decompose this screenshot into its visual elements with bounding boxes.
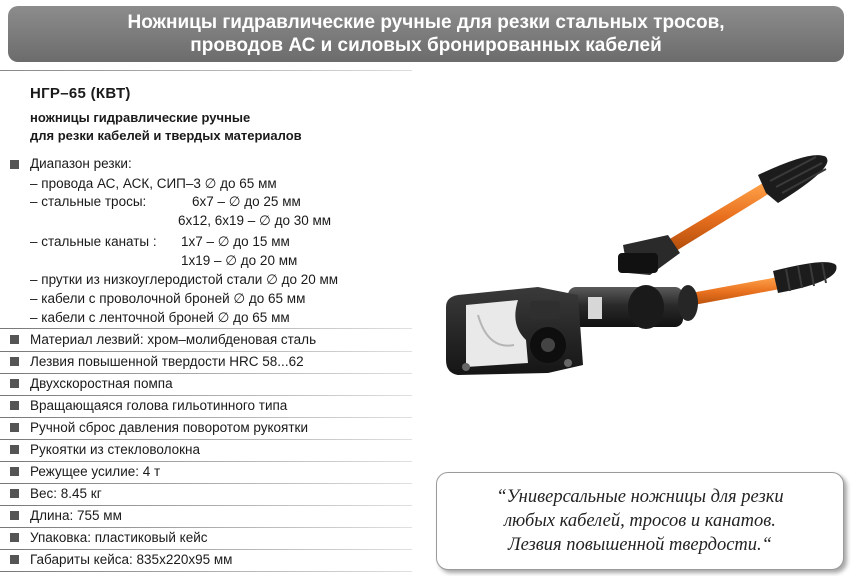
feature-text: Материал лезвий: хром–молибденовая сталь — [30, 332, 317, 347]
hydraulic-cutter-image — [418, 135, 848, 420]
feature-item — [0, 329, 412, 351]
header-title-line2: проводов АС и силовых бронированных кабелей — [190, 35, 662, 56]
bullet-square-icon — [10, 401, 19, 410]
feature-text: Длина: 755 мм — [30, 508, 122, 523]
bullet-square-icon — [10, 160, 19, 169]
product-subtitle-line1: ножницы гидравлические ручные — [30, 110, 251, 125]
feature-text: Габариты кейса: 835х220х95 мм — [30, 552, 233, 567]
feature-text: Ручной сброс давления поворотом рукоятки — [30, 420, 308, 435]
range-line: 1х19 – ∅ до 20 мм — [181, 253, 298, 268]
bullet-square-icon — [10, 555, 19, 564]
cutting-head — [446, 287, 583, 375]
feature-text: Режущее усилие: 4 т — [30, 464, 161, 479]
range-line: – стальные канаты : — [30, 234, 157, 249]
range-line: 1х7 – ∅ до 15 мм — [181, 234, 290, 249]
header-divider — [0, 70, 412, 71]
bullet-square-icon — [10, 445, 19, 454]
range-line: – кабели с проволочной броней ∅ до 65 мм — [30, 291, 306, 306]
divider — [0, 571, 412, 572]
bullet-square-icon — [10, 357, 19, 366]
feature-text: Упаковка: пластиковый кейс — [30, 530, 208, 545]
range-line: 6х7 – ∅ до 25 мм — [192, 194, 301, 209]
lower-handle — [680, 262, 837, 307]
upper-handle — [668, 155, 827, 251]
quote-box — [436, 472, 844, 570]
feature-item — [0, 417, 412, 439]
bullet-square-icon — [10, 379, 19, 388]
feature-item — [0, 483, 412, 505]
quote-line3: Лезвия повышенной твердости.“ — [508, 535, 772, 555]
feature-item — [0, 373, 412, 395]
range-line: – стальные тросы: — [30, 194, 147, 209]
product-model: НГР–65 (КВТ) — [30, 85, 131, 102]
feature-text: Двухскоростная помпа — [30, 376, 173, 391]
range-line: – прутки из низкоуглеродистой стали ∅ до 20 мм — [30, 272, 339, 287]
bullet-square-icon — [10, 489, 19, 498]
feature-text: Вращающаяся голова гильотинного типа — [30, 398, 288, 413]
bullet-square-icon — [10, 511, 19, 520]
header-title-line1: Ножницы гидравлические ручные для резки стальных тросов, — [127, 12, 725, 33]
quote-line2: любых кабелей, тросов и канатов. — [504, 511, 776, 531]
feature-text: Лезвия повышенной твердости HRC 58...62 — [30, 354, 304, 369]
bullet-square-icon — [10, 335, 19, 344]
feature-item — [0, 439, 412, 461]
range-line: 6х12, 6х19 – ∅ до 30 мм — [178, 213, 332, 228]
bullet-square-icon — [10, 423, 19, 432]
range-line: – провода АС, АСК, СИП–3 ∅ до 65 мм — [30, 176, 277, 191]
feature-item — [0, 505, 412, 527]
header-banner — [8, 6, 844, 62]
quote-line1: “Универсальные ножницы для резки — [496, 487, 784, 507]
feature-item — [0, 527, 412, 549]
range-heading: Диапазон резки: — [30, 156, 132, 171]
product-subtitle — [30, 109, 302, 145]
bullet-square-icon — [10, 533, 19, 542]
feature-item — [0, 351, 412, 373]
feature-item — [0, 461, 412, 483]
feature-item — [0, 395, 412, 417]
product-subtitle-line2: для резки кабелей и твердых материалов — [30, 128, 302, 143]
feature-text: Рукоятки из стекловолокна — [30, 442, 201, 457]
feature-text: Вес: 8.45 кг — [30, 486, 102, 501]
range-line: – кабели с ленточной броней ∅ до 65 мм — [30, 310, 290, 325]
bullet-square-icon — [10, 467, 19, 476]
feature-item — [0, 549, 412, 571]
